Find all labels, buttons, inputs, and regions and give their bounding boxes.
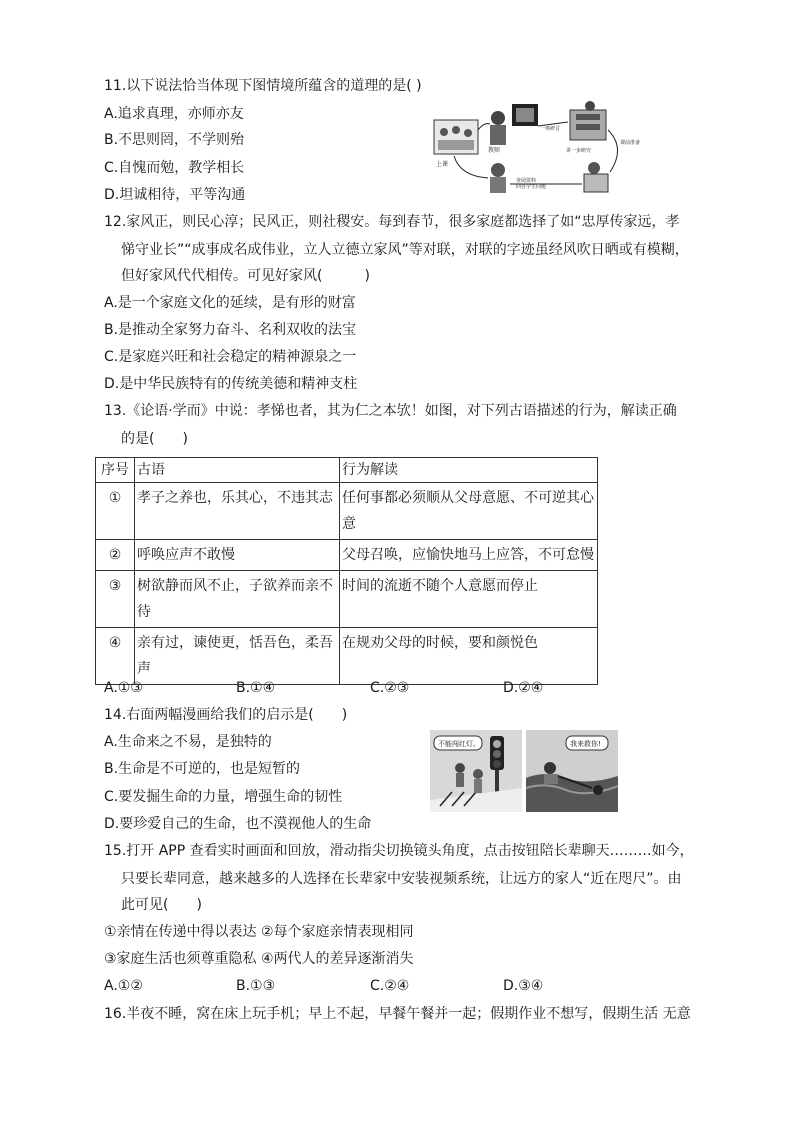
q14-stem: 14.右面两幅漫画给我们的启示是( ) [104,707,348,723]
q15-option-b: B.①③ [236,978,276,994]
q13-stem-line-1: 13.《论语·学而》中说：孝悌也者，其为仁之本欤！如图，对下列古语描述的行为，解读正确 [104,403,677,419]
q13-option-b: B.①④ [236,680,276,696]
q14-option-d: D.要珍爱自己的生命，也不漠视他人的生命 [104,816,372,832]
q15-option-d: D.③④ [503,978,544,994]
q15-stem-line-1: 15.打开 APP 查看实时画面和回放，滑动指尖切换镜头角度，点击按钮陪长辈聊天………如今， [104,843,694,859]
q12-stem-line-2: 悌守业长”“成事成名成伟业，立人立德立家风”等对联，对联的字迹虽经风吹日晒或有模糊， [121,242,689,258]
q11-option-c: C.自愧而勉，教学相长 [104,160,245,176]
table-header-ancient-saying: 古语 [135,458,340,483]
fig-label-research: 讲一步研究 [566,148,592,154]
table-row [96,483,598,540]
table-cell-index: ② [96,540,135,571]
q12-stem-line-1: 12.家风正，则民心淳；民风正，则社稷安。每到春节，很多家庭都选择了如“忠厚传家远，孝 [104,214,680,230]
q15-option-c: C.②④ [370,978,410,994]
table-cell-saying: 孝子之养也，乐其心，不违其志 [135,483,340,540]
table-row [96,540,598,571]
table-cell-interpretation: 父母召唤，应愉快地马上应答，不可怠慢 [340,540,598,571]
q15-options [0,976,793,996]
fig-label-consult: 查阅资料 [516,178,537,184]
q15-statements-line-1: ①亲情在传递中得以表达 ②每个家庭亲情表现相同 [104,924,414,940]
q11-option-b: B.不思则罔，不学则殆 [104,132,245,148]
q15-option-a: A.①② [104,978,143,994]
table-row [96,628,598,685]
q11-option-d: D.坦诚相待，平等沟通 [104,187,246,203]
q12-stem-line-3: 但好家风代代相传。可见好家风( ) [121,268,370,284]
fig-label-answer: 回答学生问题 [516,184,547,190]
q13-option-a: A.①③ [104,680,143,696]
q11-teaching-cycle-illustration [430,100,640,196]
table-cell-index: ④ [96,628,135,685]
answer-scene [490,162,608,193]
table-cell-index: ① [96,483,135,540]
q15-statements-line-2: ③家庭生活也须尊重隐私 ④两代人的差异逐渐消失 [104,951,414,967]
q13-stem-line-2: 的是( ) [121,431,188,447]
q14-option-b: B.生命是不可逆的，也是短暂的 [104,761,301,777]
q13-table [95,457,598,685]
table-header-row [96,458,598,483]
q11-stem: 11.以下说法恰当体现下图情境所蕴含的道理的是( ) [104,78,422,94]
q11-option-a: A.追求真理，亦师亦友 [104,106,244,122]
q15-stem-line-2: 只要长辈同意，越来越多的人选择在长辈家中安装视频系统，让远方的家人“近在咫尺”。由 [121,871,682,887]
cartoon-caption-left: 不能闯红灯。 [438,740,480,748]
q14-cartoon-traffic-light [430,730,522,812]
table-header-interpretation: 行为解读 [340,458,598,483]
table-cell-saying: 亲有过，谏使更，恬吾色，柔吾声 [135,628,340,685]
classroom-scene [434,120,478,154]
fig-label-discuss: 一再研讨 [540,126,561,132]
teacher-scene [490,104,538,145]
fig-label-class: 上课 [436,161,449,168]
table-cell-saying: 呼唤应声不敢慢 [135,540,340,571]
table-cell-interpretation: 任何事都必须顺从父母意愿、不可逆其心意 [340,483,598,540]
q13-option-c: C.②③ [370,680,410,696]
table-cell-saying: 树欲静而风不止，子欲养而亲不待 [135,571,340,628]
q13-option-d: D.②④ [503,680,544,696]
q14-option-a: A.生命来之不易，是独特的 [104,734,272,750]
fig-label-prepare: 课前准备 [620,140,640,146]
q14-option-c: C.要发掘生命的力量，增强生命的韧性 [104,789,343,805]
q13-options [0,678,793,698]
q14-cartoon-rescue [526,730,618,812]
table-cell-index: ③ [96,571,135,628]
research-scene [570,101,606,140]
table-header-index: 序号 [96,458,135,483]
fig-label-teacher: 教师 [488,147,501,154]
q15-stem-line-3: 此可见( ) [121,897,202,913]
cartoon-caption-right: 我来救你! [570,740,601,748]
q16-stem: 16.半夜不睡，窝在床上玩手机；早上不起，早餐午餐并一起；假期作业不想写，假期生活 无意 [104,1006,691,1022]
q12-option-c: C.是家庭兴旺和社会稳定的精神源泉之一 [104,349,357,365]
q12-option-d: D.是中华民族特有的传统美德和精神支柱 [104,376,358,392]
table-cell-interpretation: 在规劝父母的时候，要和颜悦色 [340,628,598,685]
table-cell-interpretation: 时间的流逝不随个人意愿而停止 [340,571,598,628]
table-row [96,571,598,628]
q12-option-a: A.是一个家庭文化的延续，是有形的财富 [104,295,356,311]
q12-option-b: B.是推动全家努力奋斗、名利双收的法宝 [104,322,357,338]
